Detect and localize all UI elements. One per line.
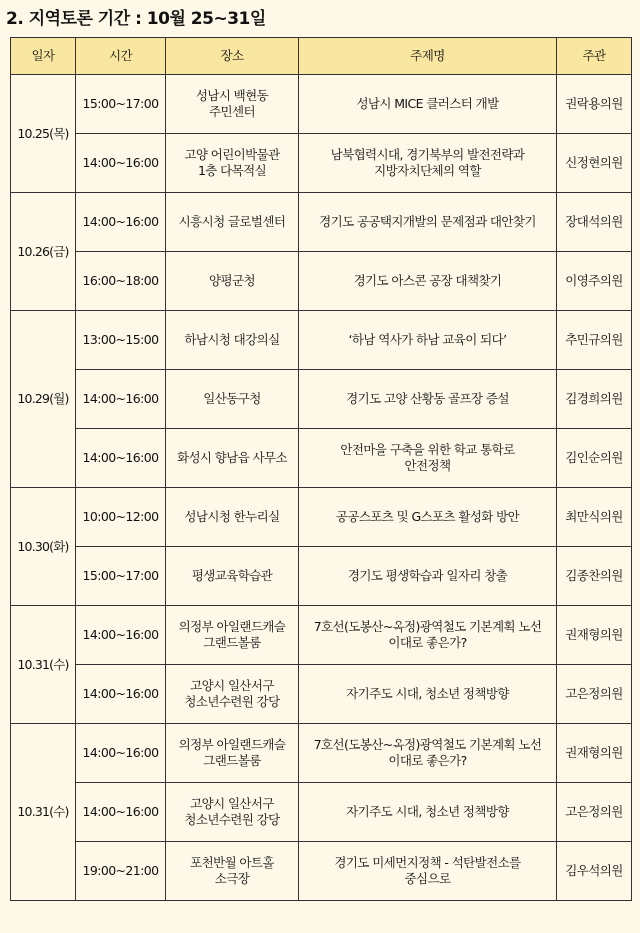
time-cell: 14:00~16:00 xyxy=(76,429,166,488)
place-cell xyxy=(166,606,299,665)
topic-line: 이대로 좋은가? xyxy=(388,753,467,768)
owner-cell: 김종찬의원 xyxy=(557,547,632,606)
schedule-table xyxy=(10,37,632,901)
topic-line: 자기주도 시대, 청소년 정책방향 xyxy=(346,686,509,701)
table-row xyxy=(11,252,632,311)
table-row xyxy=(11,724,632,783)
time-cell: 14:00~16:00 xyxy=(76,370,166,429)
time-cell: 14:00~16:00 xyxy=(76,134,166,193)
place-line: 성남시청 한누리실 xyxy=(184,509,280,524)
place-line: 고양시 일산서구 xyxy=(190,678,274,693)
place-cell xyxy=(166,488,299,547)
date-cell: 10.30(화) xyxy=(11,488,76,606)
topic-cell xyxy=(299,370,557,429)
topic-cell xyxy=(299,724,557,783)
header-date: 일자 xyxy=(11,38,76,75)
topic-cell xyxy=(299,842,557,901)
place-line: 평생교육학습관 xyxy=(191,568,273,583)
place-cell xyxy=(166,547,299,606)
owner-cell: 권재형의원 xyxy=(557,724,632,783)
topic-cell xyxy=(299,134,557,193)
place-cell xyxy=(166,429,299,488)
time-cell: 14:00~16:00 xyxy=(76,606,166,665)
place-line: 그랜드볼룸 xyxy=(203,635,261,650)
place-cell xyxy=(166,134,299,193)
owner-cell: 고은정의원 xyxy=(557,783,632,842)
place-cell xyxy=(166,75,299,134)
owner-cell: 신정현의원 xyxy=(557,134,632,193)
date-cell: 10.25(목) xyxy=(11,75,76,193)
table-row xyxy=(11,783,632,842)
topic-cell xyxy=(299,311,557,370)
place-line: 고양시 일산서구 xyxy=(190,796,274,811)
table-row xyxy=(11,547,632,606)
schedule-body xyxy=(11,75,632,901)
place-line: 청소년수련원 강당 xyxy=(184,694,280,709)
table-row xyxy=(11,665,632,724)
date-cell: 10.29(월) xyxy=(11,311,76,488)
topic-line: 성남시 MICE 클러스터 개발 xyxy=(356,96,499,111)
place-line: 1층 다목적실 xyxy=(197,163,267,178)
owner-cell: 장대석의원 xyxy=(557,193,632,252)
table-row xyxy=(11,488,632,547)
topic-line: 자기주도 시대, 청소년 정책방향 xyxy=(346,804,509,819)
topic-line: 7호선(도봉산~옥정)광역철도 기본계획 노선 xyxy=(313,737,542,752)
place-cell xyxy=(166,311,299,370)
topic-cell xyxy=(299,193,557,252)
place-line: 양평군청 xyxy=(209,273,255,288)
time-cell: 14:00~16:00 xyxy=(76,783,166,842)
header-owner: 주관 xyxy=(557,38,632,75)
owner-cell: 권락용의원 xyxy=(557,75,632,134)
place-line: 화성시 향남읍 사무소 xyxy=(176,450,288,465)
topic-line: 공공스포츠 및 G스포츠 활성화 방안 xyxy=(335,509,520,524)
table-row xyxy=(11,429,632,488)
topic-line: 경기도 아스콘 공장 대책찾기 xyxy=(353,273,502,288)
table-row xyxy=(11,193,632,252)
time-cell: 19:00~21:00 xyxy=(76,842,166,901)
place-cell xyxy=(166,783,299,842)
place-cell xyxy=(166,252,299,311)
topic-line: 경기도 공공택지개발의 문제점과 대안찾기 xyxy=(319,214,536,229)
owner-cell: 권재형의원 xyxy=(557,606,632,665)
topic-cell xyxy=(299,606,557,665)
topic-cell xyxy=(299,547,557,606)
owner-cell: 고은정의원 xyxy=(557,665,632,724)
place-line: 포천반월 아트홀 xyxy=(190,855,274,870)
topic-line: 경기도 평생학습과 일자리 창출 xyxy=(347,568,508,583)
time-cell: 15:00~17:00 xyxy=(76,547,166,606)
place-line: 소극장 xyxy=(214,871,250,886)
topic-line: 중심으로 xyxy=(404,871,451,886)
time-cell: 14:00~16:00 xyxy=(76,193,166,252)
time-cell: 10:00~12:00 xyxy=(76,488,166,547)
place-line: 시흥시청 글로벌센터 xyxy=(178,214,286,229)
date-cell: 10.26(금) xyxy=(11,193,76,311)
table-row xyxy=(11,842,632,901)
topic-line: 경기도 고양 산황동 골프장 증설 xyxy=(346,391,509,406)
place-line: 고양 어린이박물관 xyxy=(184,147,280,162)
place-cell xyxy=(166,842,299,901)
topic-line: 7호선(도봉산~옥정)광역철도 기본계획 노선 xyxy=(313,619,542,634)
topic-cell xyxy=(299,783,557,842)
place-line: 의정부 아일랜드캐슬 xyxy=(178,619,286,634)
table-row xyxy=(11,134,632,193)
topic-line: 안전마을 구축을 위한 학교 통학로 xyxy=(340,442,515,457)
place-line: 주민센터 xyxy=(209,104,255,119)
place-line: 하남시청 대강의실 xyxy=(184,332,280,347)
place-line: 의정부 아일랜드캐슬 xyxy=(178,737,286,752)
owner-cell: 김인순의원 xyxy=(557,429,632,488)
date-cell: 10.31(수) xyxy=(11,724,76,901)
owner-cell: 김우석의원 xyxy=(557,842,632,901)
table-row xyxy=(11,311,632,370)
header-time: 시간 xyxy=(76,38,166,75)
owner-cell: 이영주의원 xyxy=(557,252,632,311)
time-cell: 16:00~18:00 xyxy=(76,252,166,311)
topic-line: 남북협력시대, 경기북부의 발전전략과 xyxy=(330,147,525,162)
place-cell xyxy=(166,370,299,429)
place-cell xyxy=(166,193,299,252)
table-row xyxy=(11,75,632,134)
header-row xyxy=(11,38,632,75)
time-cell: 15:00~17:00 xyxy=(76,75,166,134)
topic-cell xyxy=(299,75,557,134)
date-cell: 10.31(수) xyxy=(11,606,76,724)
time-cell: 14:00~16:00 xyxy=(76,724,166,783)
place-line: 그랜드볼룸 xyxy=(203,753,261,768)
topic-cell xyxy=(299,488,557,547)
place-cell xyxy=(166,665,299,724)
time-cell: 13:00~15:00 xyxy=(76,311,166,370)
owner-cell: 최만식의원 xyxy=(557,488,632,547)
topic-line: 안전정책 xyxy=(404,458,451,473)
topic-cell xyxy=(299,252,557,311)
time-cell: 14:00~16:00 xyxy=(76,665,166,724)
topic-cell xyxy=(299,665,557,724)
topic-line: ‘하남 역사가 하남 교육이 되다’ xyxy=(348,332,507,347)
place-line: 일산동구청 xyxy=(203,391,261,406)
place-line: 성남시 백현동 xyxy=(195,88,269,103)
owner-cell: 추민규의원 xyxy=(557,311,632,370)
page-title: 2. 지역토론 기간 : 10월 25~31일 xyxy=(6,9,266,29)
topic-line: 지방자치단체의 역할 xyxy=(374,163,481,178)
owner-cell: 김경희의원 xyxy=(557,370,632,429)
topic-cell xyxy=(299,429,557,488)
place-line: 청소년수련원 강당 xyxy=(184,812,280,827)
topic-line: 이대로 좋은가? xyxy=(388,635,467,650)
header-topic: 주제명 xyxy=(299,38,557,75)
table-row xyxy=(11,606,632,665)
place-cell xyxy=(166,724,299,783)
topic-line: 경기도 미세먼지정책 - 석탄발전소를 xyxy=(334,855,521,870)
table-row xyxy=(11,370,632,429)
header-place: 장소 xyxy=(166,38,299,75)
